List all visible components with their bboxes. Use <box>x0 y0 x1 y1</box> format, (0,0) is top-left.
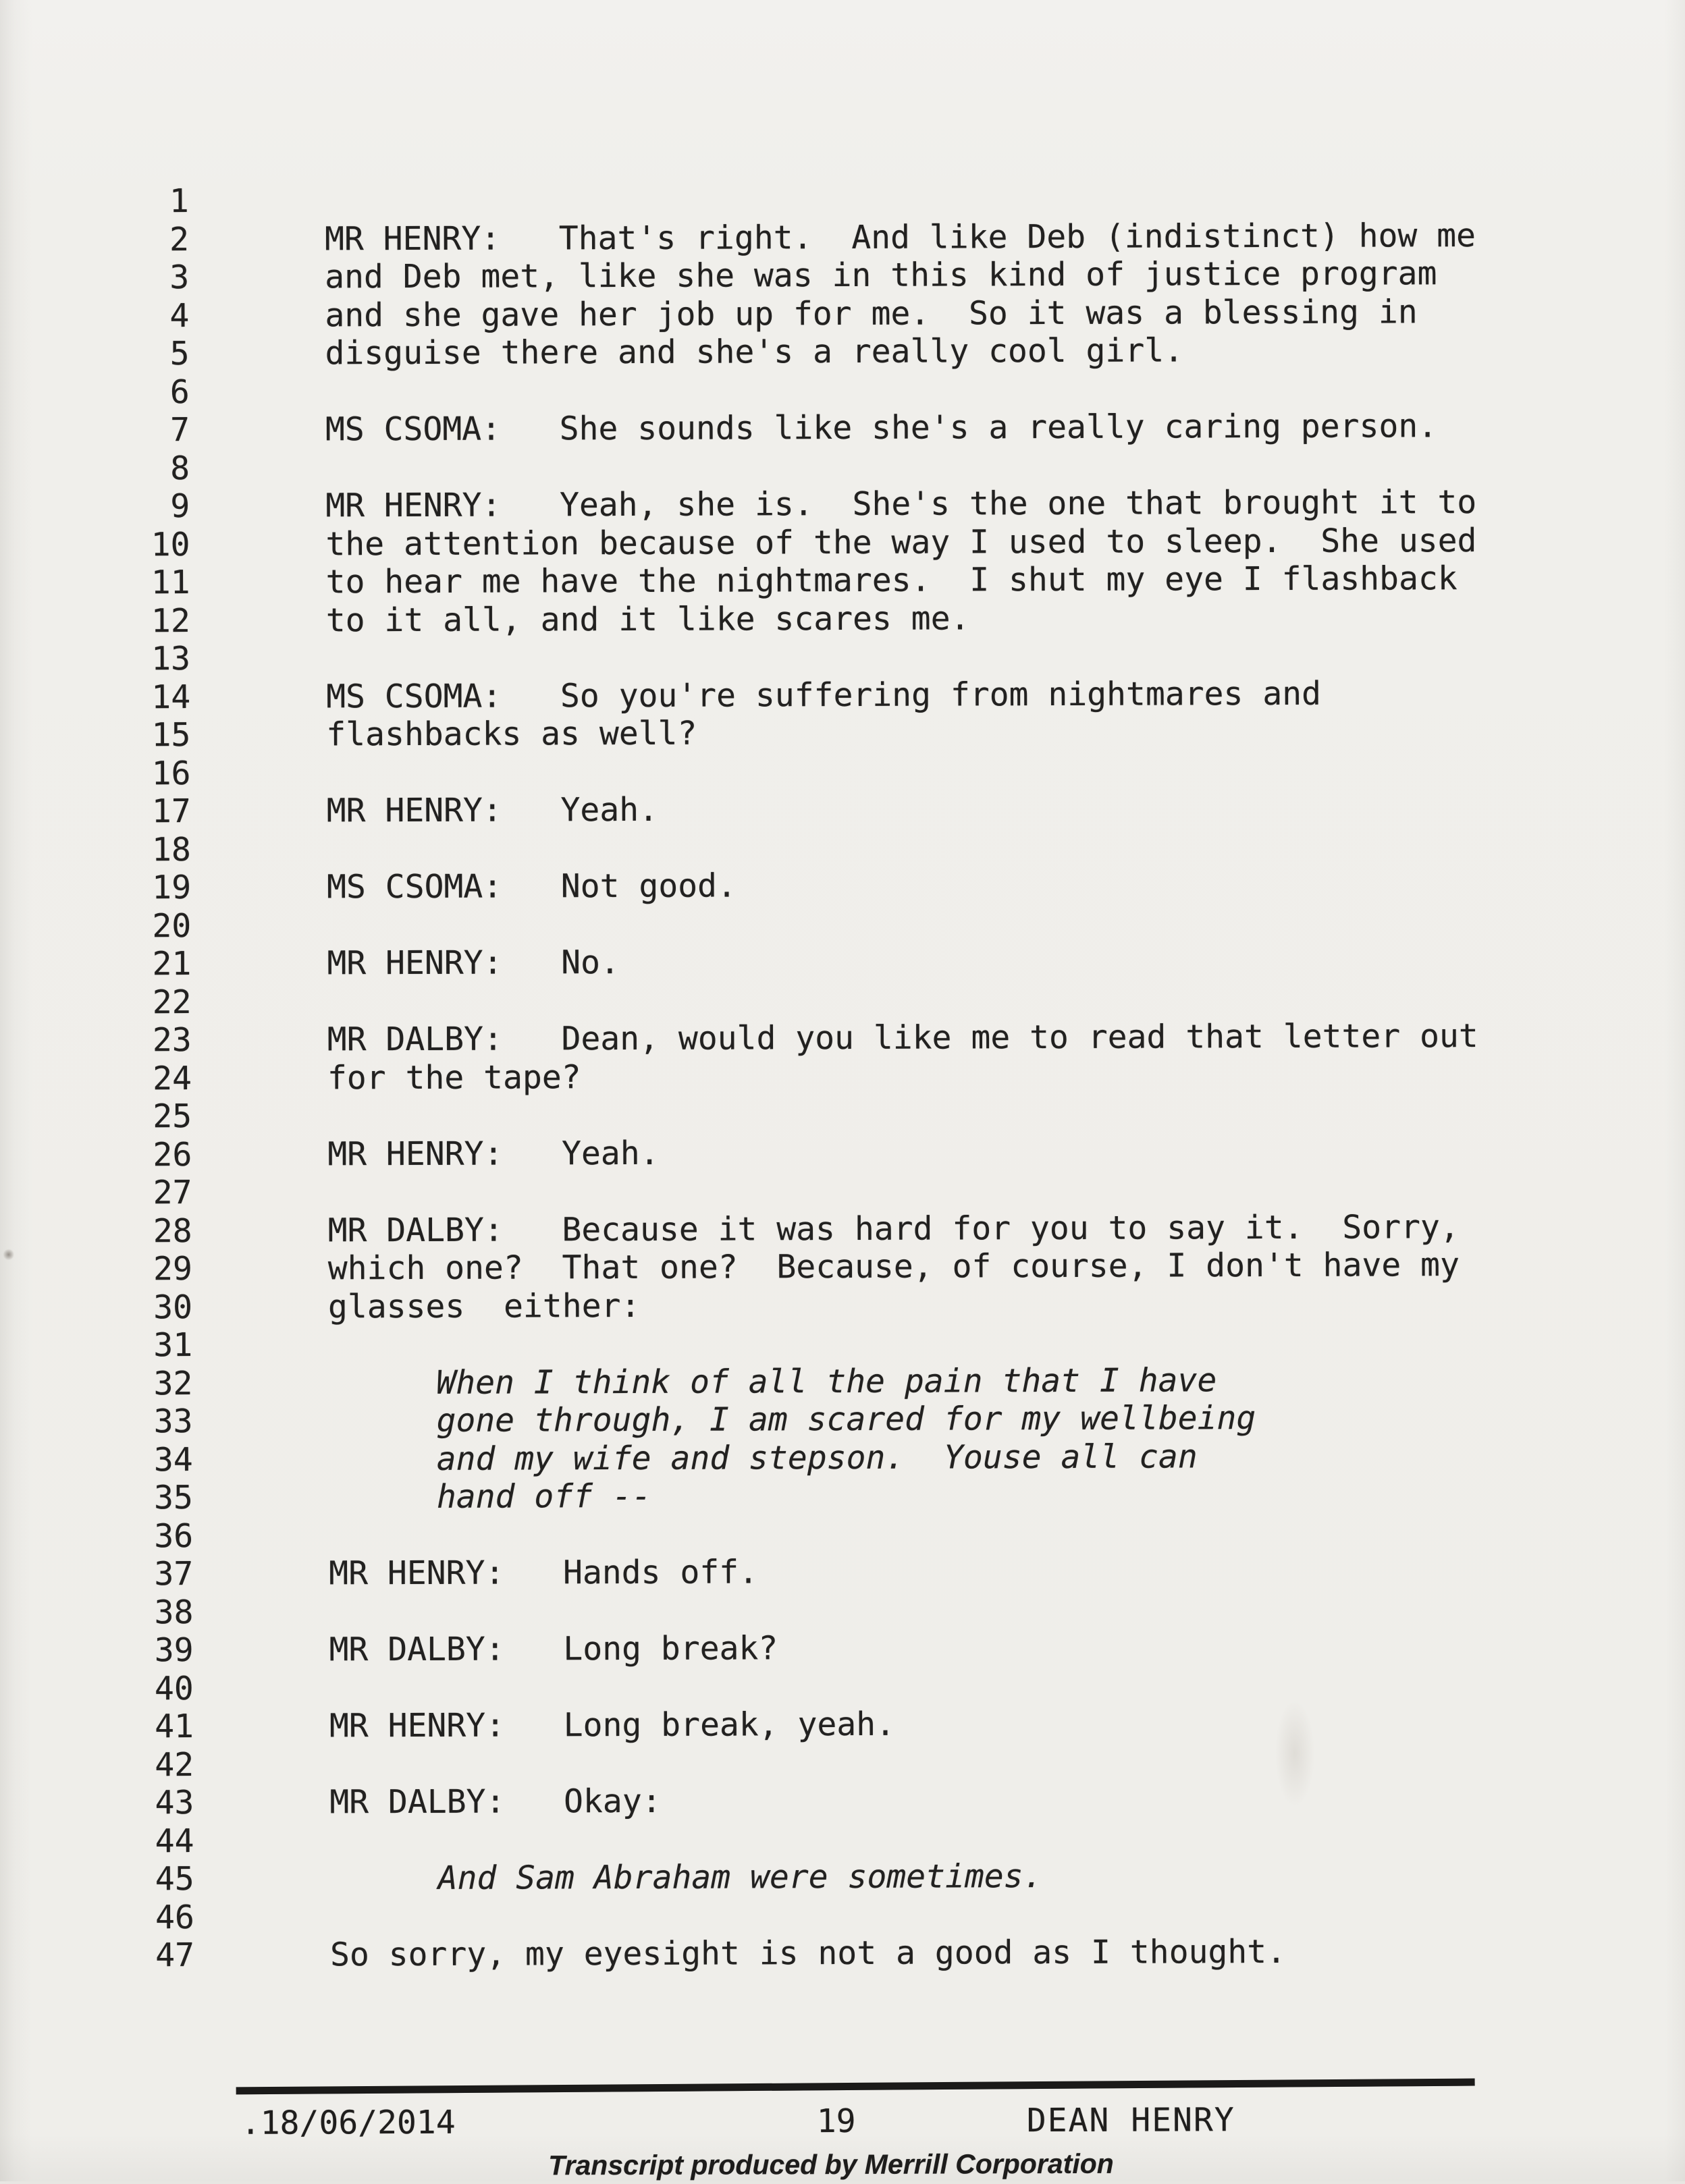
footer-page-number: 19 <box>817 2102 856 2141</box>
line-number: 30 <box>1 1288 192 1327</box>
line-number: 1 <box>0 182 189 221</box>
transcript-line <box>0 483 1683 526</box>
transcript-line <box>3 1894 1685 1937</box>
footer-name: DEAN HENRY <box>1027 2100 1235 2140</box>
line-number: 3 <box>0 258 189 297</box>
line-text: And Sam Abraham were sometimes. <box>438 1857 1043 1897</box>
transcript-line-quote <box>1 1360 1685 1403</box>
line-number: 16 <box>0 755 191 793</box>
line-text: disguise there and she's a really cool girl. <box>325 331 1183 372</box>
transcript-line <box>0 940 1684 983</box>
line-number: 10 <box>0 526 190 564</box>
transcript-line <box>3 1932 1685 1975</box>
transcript-line <box>1 1245 1685 1288</box>
line-text: MR HENRY: No. <box>327 944 620 983</box>
transcript-line <box>0 292 1682 335</box>
line-text: MS CSOMA: She sounds like she's a really caring person. <box>325 407 1437 449</box>
footer-date: .18/06/2014 <box>241 2103 456 2143</box>
line-number: 28 <box>1 1212 192 1251</box>
line-text: which one? That one? Because, of course, I don't have my <box>328 1246 1460 1288</box>
line-text: MR HENRY: That's right. And like Deb (indistinct) how me <box>325 217 1476 258</box>
transcript-line <box>0 979 1685 1022</box>
line-text: MR DALBY: Because it was hard for you to say it. Sorry, <box>328 1208 1460 1250</box>
line-number: 15 <box>0 716 190 755</box>
footer <box>3 2099 1685 2144</box>
line-number: 42 <box>2 1746 194 1784</box>
transcript-line <box>0 521 1684 564</box>
footer-producer-line: Transcript produced by Merrill Corporation <box>3 2146 1659 2183</box>
transcript-line <box>1 1512 1685 1556</box>
line-number: 5 <box>0 335 190 373</box>
line-number: 35 <box>1 1479 193 1517</box>
line-number: 20 <box>0 907 191 946</box>
line-text: flashbacks as well? <box>326 715 697 754</box>
line-number: 14 <box>0 678 190 717</box>
line-text: and my wife and stepson. Youse all can <box>437 1438 1198 1478</box>
line-number: 33 <box>1 1402 192 1441</box>
transcript-line <box>1 1284 1685 1327</box>
line-number: 8 <box>0 449 190 488</box>
line-number: 26 <box>0 1136 192 1174</box>
line-number: 17 <box>0 792 191 831</box>
scan-speck <box>3 1249 14 1261</box>
transcript-line <box>2 1665 1685 1708</box>
line-number: 23 <box>0 1021 192 1060</box>
line-number: 34 <box>1 1441 193 1479</box>
line-number: 39 <box>2 1631 194 1670</box>
transcript-line <box>2 1779 1685 1822</box>
line-text: hand off -- <box>437 1477 651 1516</box>
transcript-line <box>0 1055 1685 1098</box>
line-number: 22 <box>0 983 192 1022</box>
line-number: 9 <box>0 487 190 526</box>
line-text: MR DALBY: Okay: <box>329 1782 661 1822</box>
line-text: glasses either: <box>328 1286 641 1326</box>
line-number: 43 <box>2 1784 194 1822</box>
transcript-line <box>0 674 1684 717</box>
transcript-line <box>0 368 1683 412</box>
line-number: 13 <box>0 640 190 678</box>
transcript-line-quote <box>3 1855 1685 1899</box>
line-text: for the tape? <box>327 1058 581 1097</box>
line-text: So sorry, my eyesight is not a good as I thought. <box>330 1933 1286 1974</box>
transcript-line <box>0 1093 1685 1136</box>
line-number: 45 <box>3 1860 194 1899</box>
line-number: 31 <box>1 1326 192 1365</box>
line-number: 38 <box>1 1593 193 1632</box>
line-number: 32 <box>1 1365 192 1403</box>
line-text: MR HENRY: Yeah. <box>327 791 658 830</box>
transcript-line <box>0 1016 1685 1060</box>
transcript-line <box>2 1703 1685 1746</box>
line-number: 36 <box>1 1517 193 1556</box>
transcript-line <box>1 1589 1685 1632</box>
transcript-line-quote <box>1 1436 1685 1479</box>
line-text: When I think of all the pain that I have <box>436 1361 1216 1402</box>
line-number: 11 <box>0 564 190 602</box>
line-number: 27 <box>0 1174 192 1212</box>
line-text: MS CSOMA: Not good. <box>327 867 737 906</box>
transcript-line <box>2 1627 1685 1670</box>
line-text: gone through, I am scared for my wellbeing <box>436 1399 1256 1440</box>
transcript-body <box>0 178 1685 1975</box>
transcript-line <box>0 826 1684 869</box>
line-text: MR HENRY: Yeah, she is. She's the one that brought it to <box>325 483 1476 525</box>
line-number: 4 <box>0 297 189 335</box>
line-text: to it all, and it like scares me. <box>326 599 970 639</box>
transcript-line <box>0 635 1684 678</box>
line-text: MR HENRY: Yeah. <box>327 1134 659 1173</box>
line-text: MR DALBY: Dean, would you like me to read that letter out <box>327 1017 1478 1059</box>
line-number: 40 <box>2 1670 194 1708</box>
line-text: MR HENRY: Hands off. <box>329 1553 758 1592</box>
transcript-line <box>2 1818 1685 1861</box>
line-text: MR HENRY: Long break, yeah. <box>329 1705 895 1745</box>
transcript-line <box>0 788 1684 831</box>
line-number: 18 <box>0 831 191 869</box>
transcript-line <box>0 559 1684 602</box>
line-number: 37 <box>1 1555 193 1593</box>
line-number: 6 <box>0 373 190 412</box>
line-text: MS CSOMA: So you're suffering from nightmares and <box>326 674 1321 715</box>
line-number: 41 <box>2 1708 194 1746</box>
line-number: 29 <box>1 1250 192 1288</box>
line-number: 25 <box>0 1097 192 1136</box>
transcript-line <box>1 1321 1685 1365</box>
transcript-line <box>1 1207 1685 1251</box>
line-number: 2 <box>0 221 189 259</box>
footer-rule <box>236 2079 1475 2095</box>
line-text: and Deb met, like she was in this kind of justice program <box>325 254 1437 296</box>
line-number: 24 <box>0 1060 192 1098</box>
transcript-line <box>0 445 1683 488</box>
transcript-line <box>0 711 1684 755</box>
transcript-line <box>0 597 1684 640</box>
line-number: 44 <box>2 1822 194 1861</box>
line-number: 7 <box>0 411 190 449</box>
transcript-line <box>0 1169 1685 1212</box>
transcript-line <box>0 216 1682 259</box>
transcript-line-quote <box>1 1398 1685 1441</box>
transcript-line <box>0 1131 1685 1174</box>
transcript-line <box>0 750 1684 793</box>
line-text: the attention because of the way I used to sleep. She used <box>325 522 1476 564</box>
line-number: 46 <box>3 1899 194 1937</box>
transcript-line-quote <box>1 1474 1685 1517</box>
transcript-line <box>2 1741 1685 1784</box>
line-number: 47 <box>3 1936 194 1975</box>
line-text: and she gave her job up for me. So it was a blessing in <box>325 293 1417 335</box>
transcript-line <box>0 864 1684 907</box>
line-number: 19 <box>0 869 191 907</box>
transcript-line <box>0 330 1683 373</box>
line-number: 12 <box>0 602 190 640</box>
transcript-line <box>1 1550 1685 1593</box>
line-text: MR DALBY: Long break? <box>329 1629 778 1669</box>
transcript-line <box>0 254 1682 297</box>
transcript-line <box>0 178 1682 221</box>
transcript-line <box>0 902 1684 946</box>
line-number: 21 <box>0 945 191 983</box>
line-text: to hear me have the nightmares. I shut my eye I flashback <box>326 559 1457 601</box>
scan-smudge <box>1275 1699 1316 1807</box>
transcript-line <box>0 406 1683 449</box>
